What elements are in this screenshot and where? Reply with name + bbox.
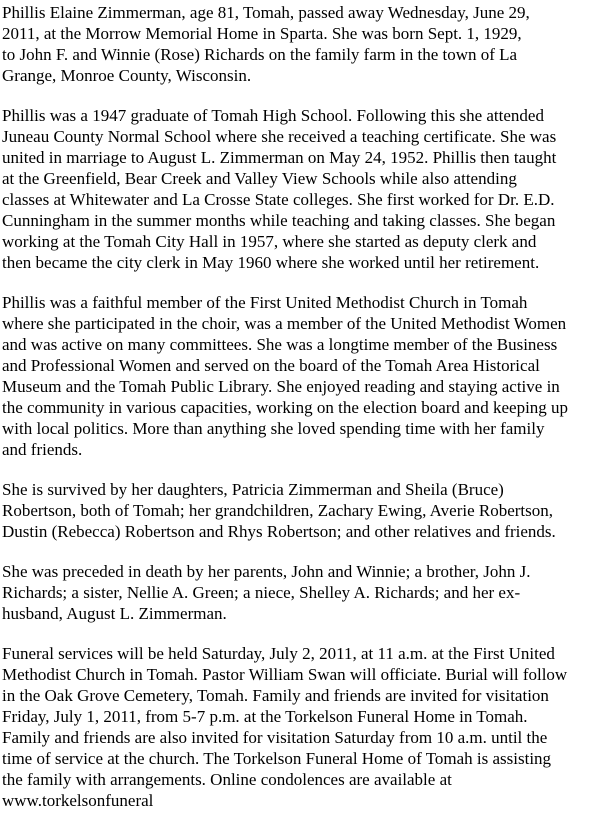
text-line: with local politics. More than anything she loved spending time with her family (2, 419, 545, 438)
text-line: Museum and the Tomah Public Library. She enjoyed reading and staying active in (2, 377, 560, 396)
text-line: classes at Whitewater and La Crosse State colleges. She first worked for Dr. E.D. (2, 190, 555, 209)
text-line: and was active on many committees. She was a longtime member of the Business (2, 335, 558, 354)
text-line: united in marriage to August L. Zimmerman on May 24, 1952. Phillis then taught (2, 148, 557, 167)
obituary-paragraph (2, 292, 609, 460)
text-line: where she participated in the choir, was a member of the United Methodist Women (2, 314, 567, 333)
text-line: Funeral services will be held Saturday, July 2, 2011, at 11 a.m. at the First United (2, 644, 555, 663)
text-line: Dustin (Rebecca) Robertson and Rhys Robertson; and other relatives and friends. (2, 522, 556, 541)
text-line: working at the Tomah City Hall in 1957, where she started as deputy clerk and (2, 232, 537, 251)
text-line: the family with arrangements. Online condolences are available at (2, 770, 452, 789)
text-line: Family and friends are also invited for visitation Saturday from 10 a.m. until the (2, 728, 548, 747)
text-line: Juneau County Normal School where she received a teaching certificate. She was (2, 127, 557, 146)
text-line: She is survived by her daughters, Patricia Zimmerman and Sheila (Bruce) (2, 480, 504, 499)
obituary-paragraph (2, 479, 609, 542)
obituary-paragraph (2, 643, 609, 811)
text-line: to John F. and Winnie (Rose) Richards on the family farm in the town of La (2, 45, 518, 64)
text-line: husband, August L. Zimmerman. (2, 604, 227, 623)
text-line: Methodist Church in Tomah. Pastor William Swan will officiate. Burial will follow (2, 665, 568, 684)
text-line: www.torkelsonfuneral (2, 791, 154, 810)
text-line: Cunningham in the summer months while teaching and taking classes. She began (2, 211, 556, 230)
text-line: Phillis Elaine Zimmerman, age 81, Tomah, passed away Wednesday, June 29, (2, 3, 530, 22)
text-line: the community in various capacities, working on the election board and keeping up (2, 398, 569, 417)
obituary-paragraph (2, 105, 609, 273)
text-line: and Professional Women and served on the board of the Tomah Area Historical (2, 356, 540, 375)
text-line: Friday, July 1, 2011, from 5-7 p.m. at the Torkelson Funeral Home in Tomah. (2, 707, 528, 726)
text-line: She was preceded in death by her parents, John and Winnie; a brother, John J. (2, 562, 531, 581)
text-line: time of service at the church. The Torkelson Funeral Home of Tomah is assisting (2, 749, 552, 768)
text-line: and friends. (2, 440, 83, 459)
text-line: Grange, Monroe County, Wisconsin. (2, 66, 252, 85)
obituary-paragraph (2, 2, 609, 86)
text-line: Richards; a sister, Nellie A. Green; a niece, Shelley A. Richards; and her ex- (2, 583, 521, 602)
obituary-paragraph (2, 561, 609, 624)
text-line: 2011, at the Morrow Memorial Home in Sparta. She was born Sept. 1, 1929, (2, 24, 522, 43)
text-line: Phillis was a 1947 graduate of Tomah High School. Following this she attended (2, 106, 544, 125)
text-line: Phillis was a faithful member of the First United Methodist Church in Tomah (2, 293, 528, 312)
text-line: in the Oak Grove Cemetery, Tomah. Family and friends are invited for visitation (2, 686, 549, 705)
text-line: Robertson, both of Tomah; her grandchildren, Zachary Ewing, Averie Robertson, (2, 501, 554, 520)
text-line: then became the city clerk in May 1960 where she worked until her retirement. (2, 253, 540, 272)
text-line: at the Greenfield, Bear Creek and Valley View Schools while also attending (2, 169, 517, 188)
